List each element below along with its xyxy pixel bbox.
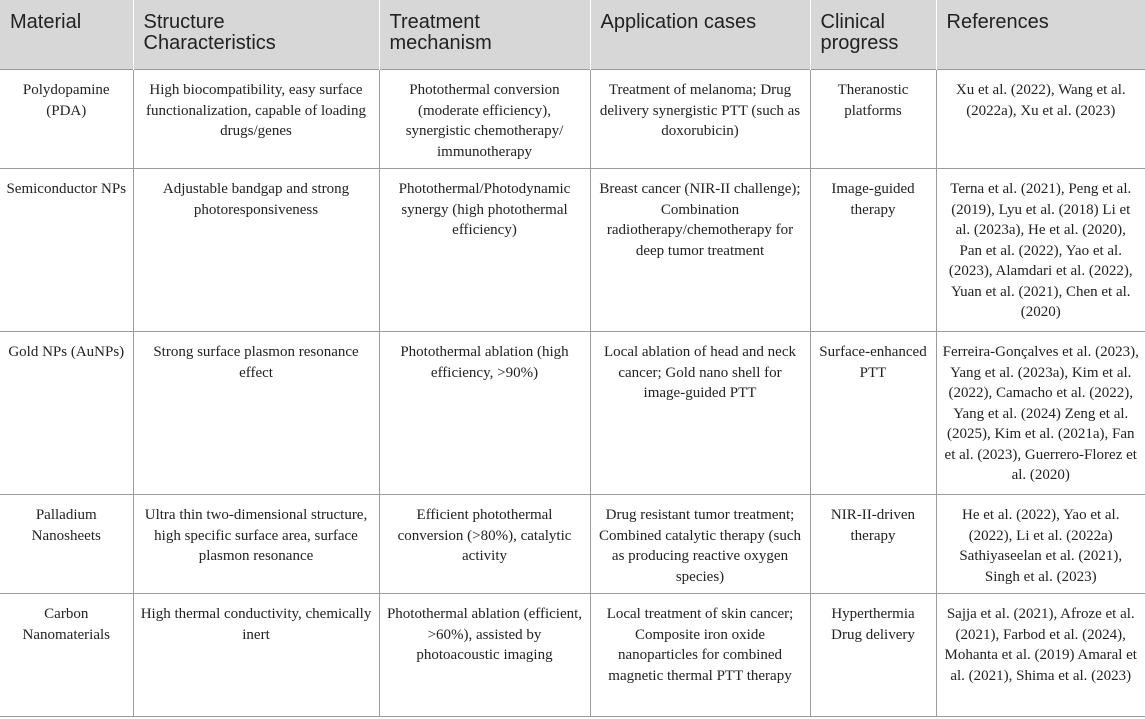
cell-clinical: Hyperthermia Drug delivery — [810, 594, 936, 717]
header-row — [0, 0, 1145, 70]
cell-material: Semiconductor NPs — [0, 169, 133, 332]
cell-mechanism: Photothermal conversion (moderate efficiency), synergistic chemotherapy/ immunotherapy — [379, 70, 590, 169]
table-row — [0, 70, 1145, 169]
header-application-cases: Application cases — [590, 0, 810, 70]
cell-material: Carbon Nanomaterials — [0, 594, 133, 717]
cell-mechanism: Photothermal ablation (high efficiency, >90%) — [379, 332, 590, 495]
cell-structure: Strong surface plasmon resonance effect — [133, 332, 379, 495]
cell-applications: Local ablation of head and neck cancer; Gold nano shell for image-guided PTT — [590, 332, 810, 495]
cell-mechanism: Efficient photothermal conversion (>80%), catalytic activity — [379, 495, 590, 594]
cell-mechanism: Photothermal ablation (efficient, >60%), assisted by photoacoustic imaging — [379, 594, 590, 717]
header-material: Material — [0, 0, 133, 70]
cell-applications: Local treatment of skin cancer; Composite iron oxide nanoparticles for combined magnetic thermal PTT therapy — [590, 594, 810, 717]
header-references: References — [936, 0, 1145, 70]
cell-applications: Treatment of melanoma; Drug delivery synergistic PTT (such as doxorubicin) — [590, 70, 810, 169]
cell-references: He et al. (2022), Yao et al. (2022), Li et al. (2022a) Sathiyaseelan et al. (2021), Singh et al. (2023) — [936, 495, 1145, 594]
table-row — [0, 594, 1145, 717]
cell-clinical: NIR-II-driven therapy — [810, 495, 936, 594]
cell-structure: High biocompatibility, easy surface functionalization, capable of loading drugs/genes — [133, 70, 379, 169]
header-treatment-mechanism: Treatment mechanism — [379, 0, 590, 70]
cell-applications: Breast cancer (NIR-II challenge); Combination radiotherapy/chemotherapy for deep tumor treatment — [590, 169, 810, 332]
cell-clinical: Image-guided therapy — [810, 169, 936, 332]
cell-structure: Ultra thin two-dimensional structure, high specific surface area, surface plasmon resonance — [133, 495, 379, 594]
table-row — [0, 495, 1145, 594]
cell-material: Polydopamine (PDA) — [0, 70, 133, 169]
cell-clinical: Surface-enhanced PTT — [810, 332, 936, 495]
cell-material: Palladium Nanosheets — [0, 495, 133, 594]
cell-references: Terna et al. (2021), Peng et al. (2019), Lyu et al. (2018) Li et al. (2023a), He et al. (2020), Pan et al. (2022), Yao et al. (2023), Alamdari et al. (2022), Yuan et al. (2021), Chen et al. (2020) — [936, 169, 1145, 332]
table-row — [0, 169, 1145, 332]
cell-applications: Drug resistant tumor treatment; Combined catalytic therapy (such as producing reactive oxygen species) — [590, 495, 810, 594]
cell-mechanism: Photothermal/Photodynamic synergy (high photothermal efficiency) — [379, 169, 590, 332]
cell-references: Sajja et al. (2021), Afroze et al. (2021), Farbod et al. (2024), Mohanta et al. (2019) Amaral et al. (2021), Shima et al. (2023) — [936, 594, 1145, 717]
cell-references: Ferreira-Gonçalves et al. (2023), Yang et al. (2023a), Kim et al. (2022), Camacho et al. (2022), Yang et al. (2024) Zeng et al. (2025), Kim et al. (2021a), Fan et al. (2023), Guerrero-Florez et al. (2020) — [936, 332, 1145, 495]
cell-material: Gold NPs (AuNPs) — [0, 332, 133, 495]
header-structure-characteristics: Structure Characteristics — [133, 0, 379, 70]
cell-references: Xu et al. (2022), Wang et al. (2022a), Xu et al. (2023) — [936, 70, 1145, 169]
header-clinical-progress: Clinical progress — [810, 0, 936, 70]
cell-structure: Adjustable bandgap and strong photoresponsiveness — [133, 169, 379, 332]
table-header — [0, 0, 1145, 70]
cell-clinical: Theranostic platforms — [810, 70, 936, 169]
table-body — [0, 70, 1145, 717]
cell-structure: High thermal conductivity, chemically inert — [133, 594, 379, 717]
table-row — [0, 332, 1145, 495]
